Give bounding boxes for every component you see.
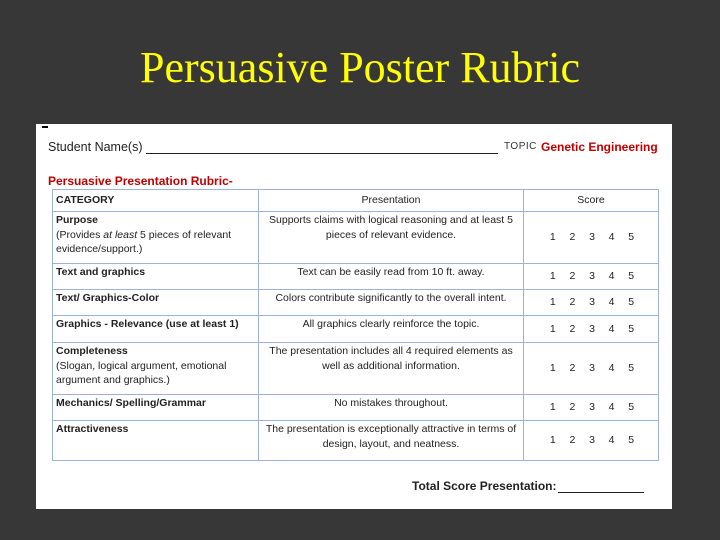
score-option[interactable]: 3 bbox=[589, 296, 595, 309]
score-option[interactable]: 2 bbox=[569, 322, 576, 335]
score-option[interactable]: 1 bbox=[549, 270, 556, 283]
score-option[interactable]: 1 bbox=[549, 322, 556, 335]
score-option[interactable]: 1 bbox=[549, 231, 556, 244]
score-option[interactable]: 3 bbox=[589, 434, 595, 447]
student-name-row bbox=[48, 140, 658, 158]
score-cell bbox=[524, 290, 659, 316]
category-cell bbox=[53, 343, 259, 395]
score-option[interactable]: 2 bbox=[569, 231, 576, 244]
score-option[interactable]: 4 bbox=[608, 322, 615, 335]
score-option[interactable]: 5 bbox=[628, 231, 635, 244]
score-option[interactable]: 5 bbox=[628, 362, 635, 375]
category-name: Graphics - Relevance (use at least 1) bbox=[56, 318, 239, 330]
score-option[interactable]: 5 bbox=[628, 434, 635, 447]
presentation-cell: The presentation is exceptionally attractive in terms of design, layout, and neatness. bbox=[259, 421, 524, 461]
score-option[interactable]: 5 bbox=[628, 296, 635, 309]
category-name: Completeness bbox=[56, 345, 128, 357]
table-row bbox=[53, 421, 659, 461]
score-option[interactable]: 2 bbox=[569, 270, 576, 283]
rubric-title: Persuasive Presentation Rubric- bbox=[48, 174, 233, 188]
table-row bbox=[53, 395, 659, 421]
score-option[interactable]: 5 bbox=[628, 322, 635, 335]
score-option[interactable]: 4 bbox=[608, 231, 615, 244]
category-name: Text and graphics bbox=[56, 266, 146, 278]
category-cell bbox=[53, 421, 259, 461]
score-cell bbox=[524, 264, 659, 290]
score-option[interactable]: 3 bbox=[589, 362, 595, 375]
presentation-cell: The presentation includes all 4 required elements as well as additional information. bbox=[259, 343, 524, 395]
presentation-cell: All graphics clearly reinforce the topic. bbox=[259, 316, 524, 343]
table-row bbox=[53, 316, 659, 343]
category-name: Text/ Graphics-Color bbox=[56, 292, 160, 304]
presentation-cell: Text can be easily read from 10 ft. away. bbox=[259, 264, 524, 290]
score-option[interactable]: 4 bbox=[608, 296, 615, 309]
presentation-cell: Colors contribute significantly to the overall intent. bbox=[259, 290, 524, 316]
corner-mark bbox=[42, 126, 48, 128]
category-cell bbox=[53, 264, 259, 290]
score-option[interactable]: 1 bbox=[549, 434, 556, 447]
score-option[interactable]: 2 bbox=[569, 362, 576, 375]
score-cell bbox=[524, 212, 659, 264]
presentation-cell: No mistakes throughout. bbox=[259, 395, 524, 421]
total-score-label: Total Score Presentation: bbox=[412, 479, 557, 493]
score-option[interactable]: 1 bbox=[549, 362, 556, 375]
student-name-line bbox=[146, 153, 498, 154]
slide-title: Persuasive Poster Rubric bbox=[140, 43, 580, 92]
topic-value: Genetic Engineering bbox=[541, 140, 658, 154]
table-row bbox=[53, 343, 659, 395]
category-cell bbox=[53, 290, 259, 316]
category-name: Attractiveness bbox=[56, 423, 129, 435]
table-row bbox=[53, 264, 659, 290]
score-option[interactable]: 2 bbox=[569, 296, 576, 309]
presentation-cell: Supports claims with logical reasoning and at least 5 pieces of relevant evidence. bbox=[259, 212, 524, 264]
score-option[interactable]: 5 bbox=[628, 270, 635, 283]
header-score: Score bbox=[524, 190, 659, 212]
category-cell bbox=[53, 316, 259, 343]
student-name-label: Student Name(s) bbox=[48, 140, 143, 154]
category-note: (Provides at least 5 pieces of relevant evidence/support.) bbox=[56, 228, 232, 255]
score-option[interactable]: 5 bbox=[628, 401, 635, 414]
score-option[interactable]: 2 bbox=[569, 401, 576, 414]
rubric-table bbox=[52, 189, 659, 461]
header-category: CATEGORY bbox=[53, 190, 259, 212]
table-header-row bbox=[53, 190, 659, 212]
score-cell bbox=[524, 343, 659, 395]
header-presentation: Presentation bbox=[259, 190, 524, 212]
score-option[interactable]: 4 bbox=[608, 401, 615, 414]
score-cell bbox=[524, 316, 659, 343]
score-option[interactable]: 3 bbox=[589, 231, 595, 244]
category-cell bbox=[53, 212, 259, 264]
score-cell bbox=[524, 421, 659, 461]
score-option[interactable]: 3 bbox=[589, 322, 595, 335]
score-option[interactable]: 3 bbox=[589, 270, 595, 283]
table-row bbox=[53, 290, 659, 316]
score-option[interactable]: 1 bbox=[549, 401, 556, 414]
score-option[interactable]: 2 bbox=[569, 434, 576, 447]
topic-label: TOPIC bbox=[504, 141, 537, 152]
score-option[interactable]: 4 bbox=[608, 270, 615, 283]
total-score-line bbox=[558, 492, 644, 493]
category-name: Mechanics/ Spelling/Grammar bbox=[56, 397, 206, 409]
score-option[interactable]: 1 bbox=[549, 296, 556, 309]
score-cell bbox=[524, 395, 659, 421]
score-option[interactable]: 4 bbox=[608, 362, 615, 375]
category-name: Purpose bbox=[56, 214, 99, 226]
table-row bbox=[53, 212, 659, 264]
score-option[interactable]: 4 bbox=[608, 434, 615, 447]
category-note: (Slogan, logical argument, emotional argument and graphics.) bbox=[56, 359, 227, 386]
category-cell bbox=[53, 395, 259, 421]
rubric-document bbox=[36, 124, 672, 509]
score-option[interactable]: 3 bbox=[589, 401, 595, 414]
